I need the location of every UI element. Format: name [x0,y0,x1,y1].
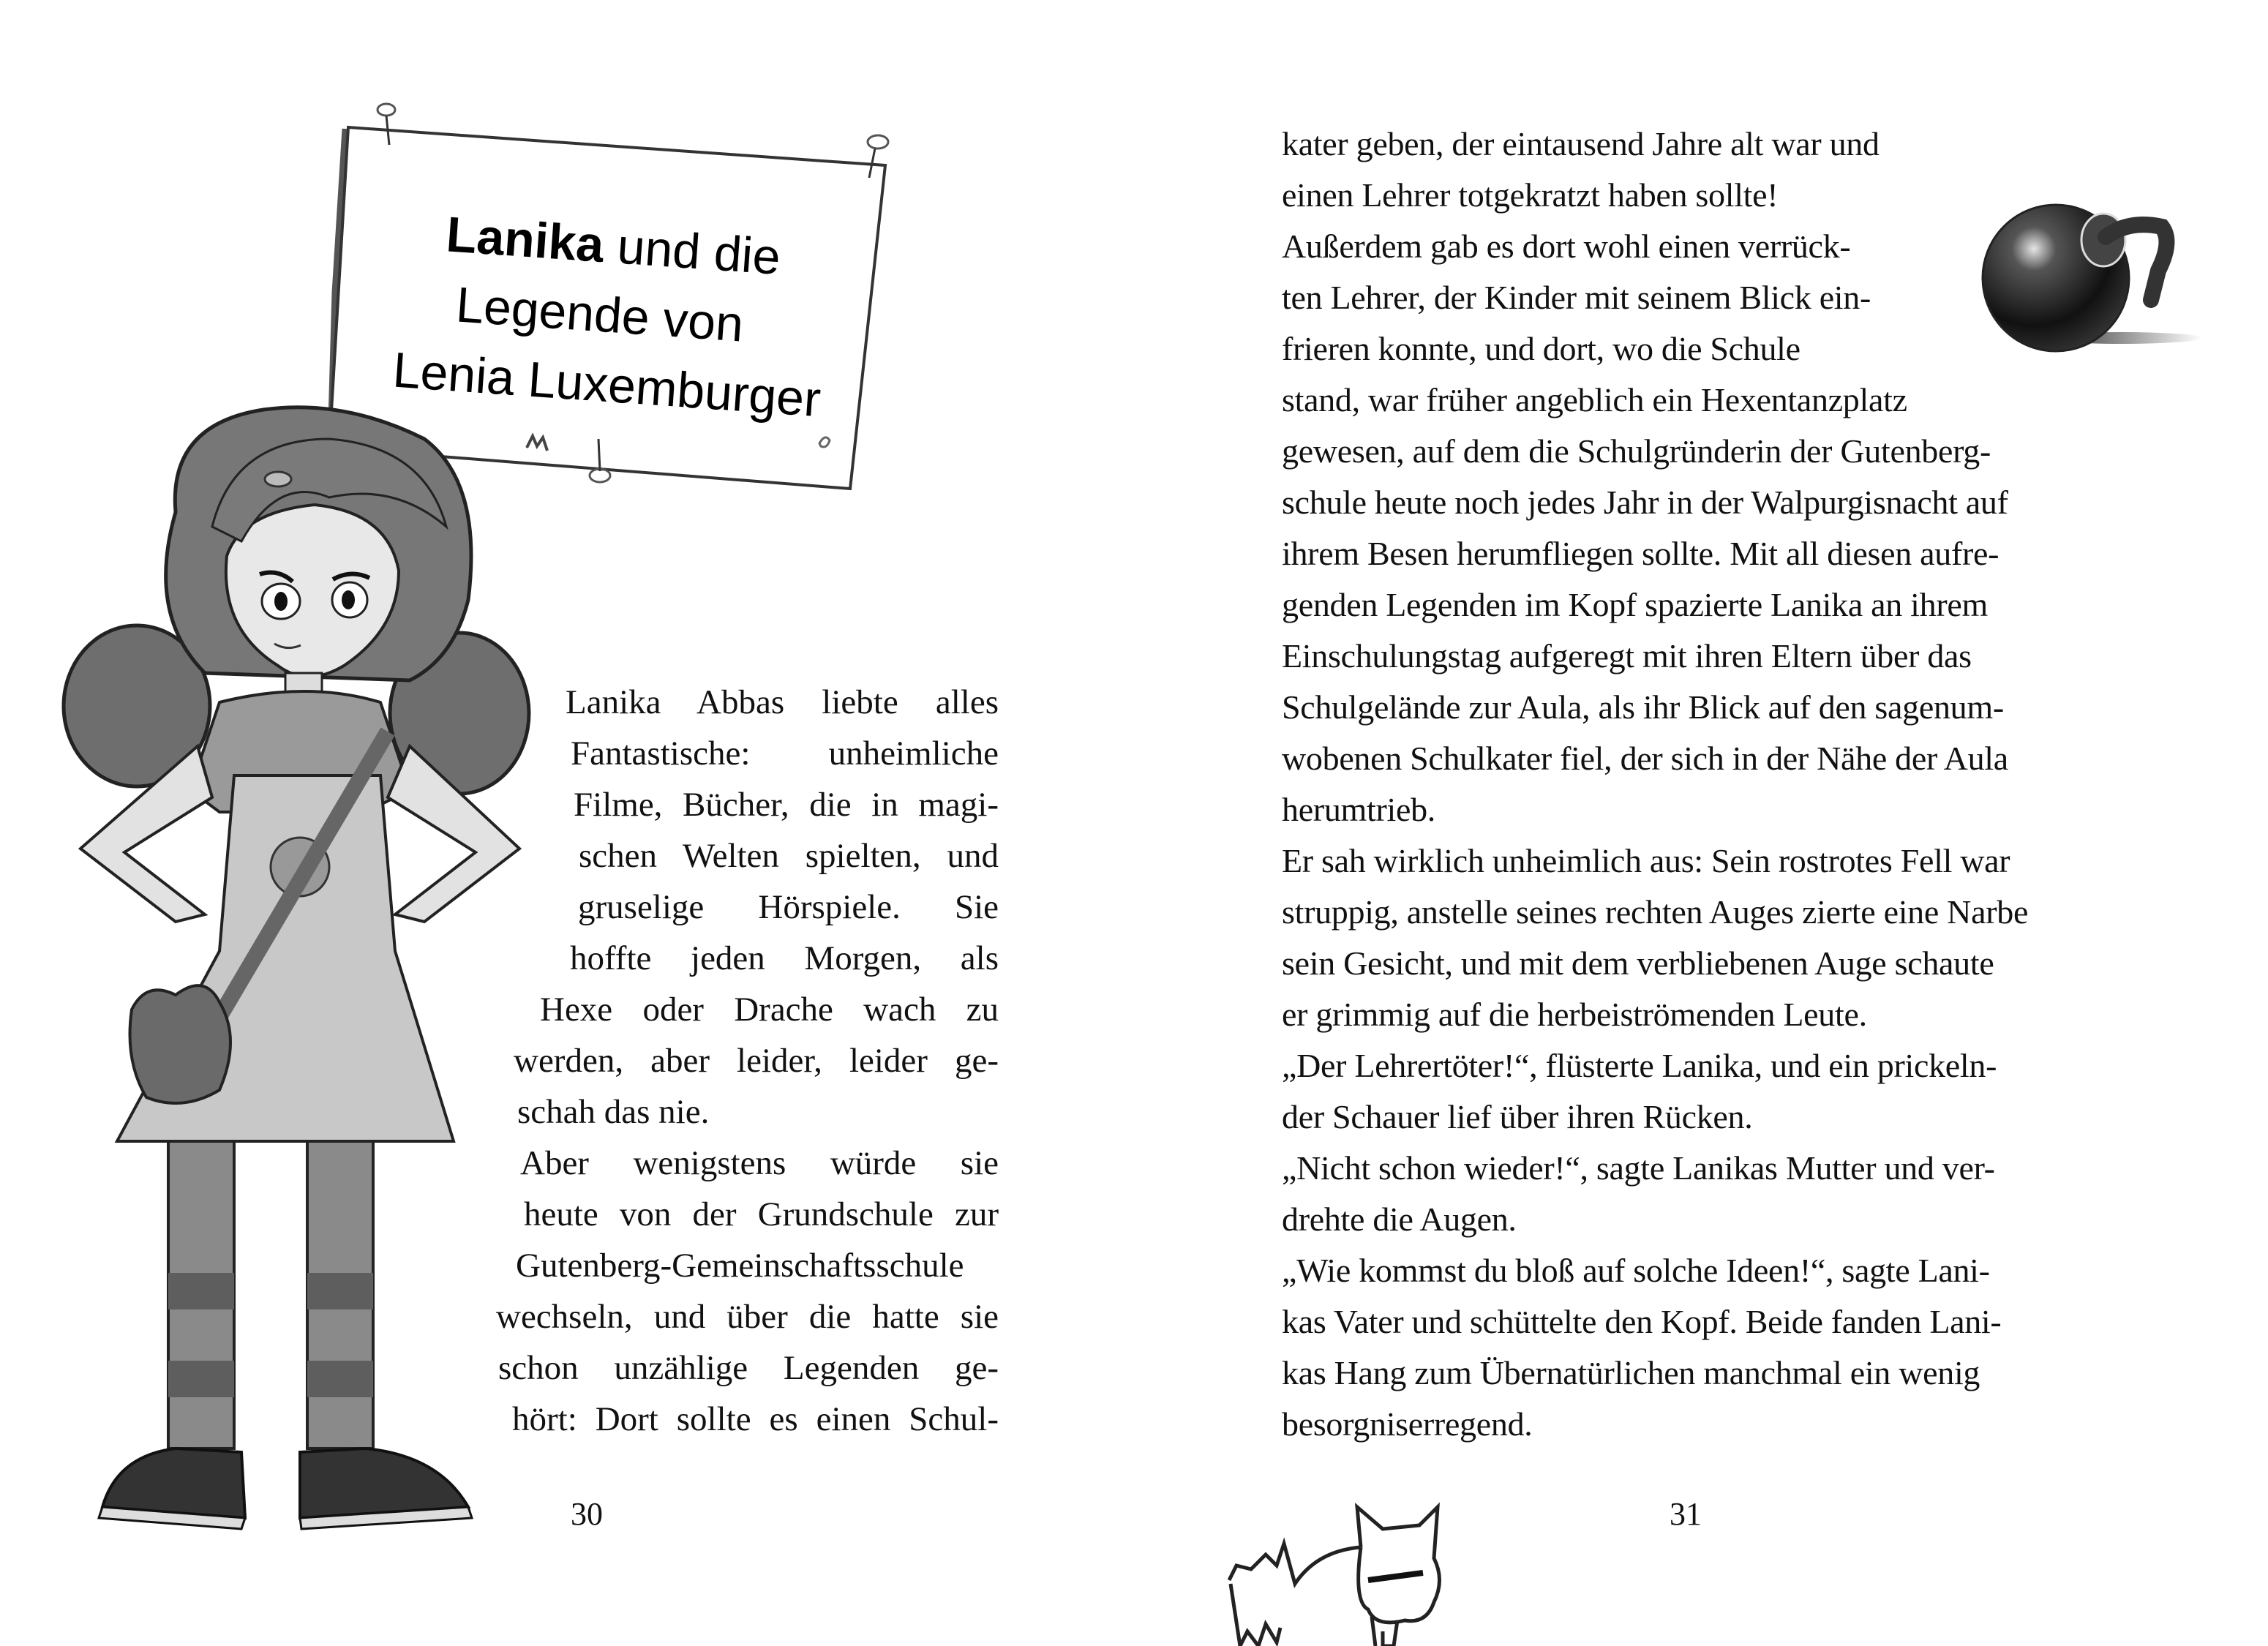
text-line: Er sah wirklich unheimlich aus: Sein rostrotes Fell war [1282,842,2010,879]
text-line: wechseln, und über die hatte sie [496,1298,999,1336]
text-line: werden, aber leider, leider ge- [514,1042,999,1080]
text-line: gewesen, auf dem die Schulgründerin der Gutenberg- [1282,432,1991,470]
text-line: schen Welten spielten, und [579,837,999,875]
text-line: Aber wenigstens würde sie [520,1144,999,1182]
text-line: struppig, anstelle seines rechten Auges zierte eine Narbe [1282,893,2029,931]
text-line: Lanika Abbas liebte alles [566,683,999,721]
text-line: kater geben, der eintausend Jahre alt war und [1282,125,1880,162]
text-line: besorgniserregend. [1282,1405,1533,1443]
text-line: heute von der Grundschule zur [524,1195,999,1233]
text-line: ihrem Besen herumfliegen sollte. Mit all diesen aufre- [1282,535,1999,572]
text-line: Einschulungstag aufgeregt mit ihren Eltern über das [1282,637,1972,674]
text-line: stand, war früher angeblich ein Hexentanzplatz [1282,381,1907,418]
left-page [0,0,1134,1642]
text-line: schon unzählige Legenden ge- [498,1349,999,1387]
text-line: „Der Lehrertöter!“, flüsterte Lanika, und ein prickeln- [1282,1047,1997,1084]
chapter-title-line-3: Lenia Luxemburger [391,342,823,428]
text-line: hört: Dort sollte es einen Schul- [512,1400,999,1438]
text-line: gruselige Hörspiele. Sie [578,888,999,926]
right-page [1134,0,2268,1642]
text-line: frieren konnte, und dort, wo die Schule [1282,330,1800,367]
text-line: Fantastische: unheimliche [571,734,999,773]
chapter-title-line-2: Legende von [454,277,746,353]
text-line: wobenen Schulkater fiel, der sich in der Nähe der Aula [1282,740,2008,777]
text-line: schule heute noch jedes Jahr in der Walpurgisnacht auf [1282,484,2008,521]
text-line: herumtrieb. [1282,791,1436,828]
bomb-icon [1975,183,2268,402]
page-number-left: 30 [571,1496,603,1532]
text-line: „Nicht schon wieder!“, sagte Lanikas Mutter und ver- [1282,1149,1995,1187]
text-line: Schulgelände zur Aula, als ihr Blick auf den sagenum- [1282,688,2004,726]
text-line: ten Lehrer, der Kinder mit seinem Blick ein- [1282,279,1871,316]
text-line: Hexe oder Drache wach zu [540,991,999,1029]
text-line: kas Vater und schüttelte den Kopf. Beide fanden Lani- [1282,1303,2002,1340]
text-line: „Wie kommst du bloß auf solche Ideen!“, sagte Lani- [1282,1252,1990,1289]
text-line: er grimmig auf die herbeiströmenden Leute. [1282,996,1867,1033]
text-line: einen Lehrer totgekratzt haben sollte! [1282,176,1779,214]
text-line: schah das nie. [517,1093,710,1131]
text-line: Außerdem gab es dort wohl einen verrück- [1282,228,1851,265]
text-line: sein Gesicht, und mit dem verbliebenen Auge schaute [1282,944,1994,982]
text-line: kas Hang zum Übernatürlichen manchmal ein wenig [1282,1354,1980,1391]
cat-doodle-illustration [1214,1500,1522,1646]
chapter-title-bold: Lanika [444,206,606,274]
text-line: hoffte jeden Morgen, als [570,939,999,977]
chapter-title-rest: und die [601,217,783,285]
text-line: genden Legenden im Kopf spazierte Lanika an ihrem [1282,586,1988,623]
text-line: drehte die Augen. [1282,1200,1517,1238]
text-line: Gutenberg-Gemeinschaftsschule [516,1247,964,1285]
text-line: Filme, Bücher, die in magi- [574,786,999,824]
text-line: der Schauer lief über ihren Rücken. [1282,1098,1753,1135]
page-number-right: 31 [1670,1496,1702,1532]
